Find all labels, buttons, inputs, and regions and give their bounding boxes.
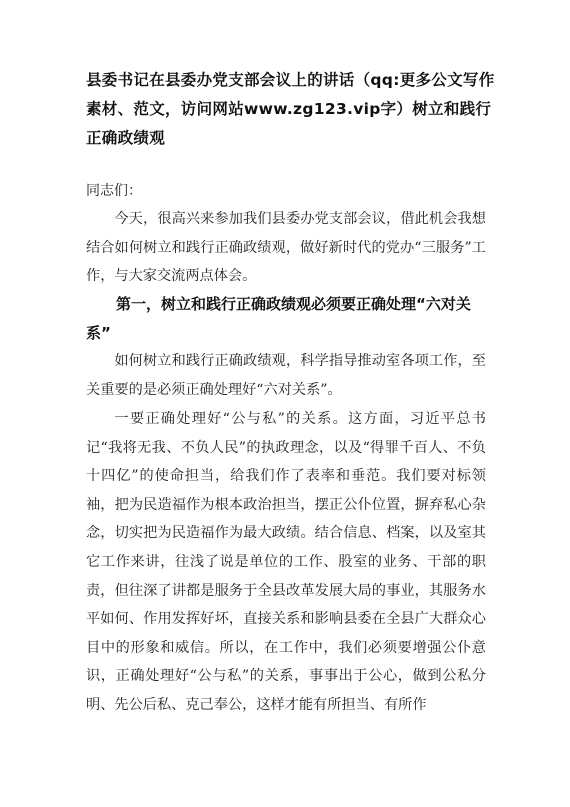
body-paragraph-2: 如何树立和践行正确政绩观，科学指导推动室各项工作，至关重要的是必须正确处理好“六对关系”。 [86, 353, 486, 398]
greeting: 同志们： [86, 183, 142, 199]
body-paragraph-3: 一要正确处理好“公与私”的关系。这方面，习近平总书记“我将无我、不负人民”的执政理念，以及“得罪千百人、不负十四亿”的使命担当，给我们作了表率和垂范。我们要对标领袖，把为民造福作为根本政治担当，摆正公仆位置，摒弃私心杂念，切实把为民造福作为最大政绩。结合信息、档案，以及室其它工作来讲，往浅了说是单位的工作、股室的业务、干部的职责，但往深了讲都是服务于全县改革发展大局的事业，其服务水平如何、作用发挥好坏，直接关系和影响县委在全县广大群众心目中的形象和威信。所以，在工作中，我们必须要增强公仆意识，正确处理好“公与私”的关系，事事出于公心，做到公私分明、先公后私、克己奉公，这样才能有所担当、有所作 [86, 411, 486, 713]
intro-paragraph: 今天，很高兴来参加我们县委办党支部会议，借此机会我想结合如何树立和践行正确政绩观，做好新时代的党办“三服务”工作，与大家交流两点体会。 [86, 211, 486, 285]
document-title: 县委书记在县委办党支部会议上的讲话（qq:更多公文写作素材、范文，访问网站www.zg123.vip字）树立和践行正确政绩观 [86, 71, 495, 147]
section-heading-1: 第一，树立和践行正确政绩观必须要正确处理“六对关系” [86, 295, 471, 342]
